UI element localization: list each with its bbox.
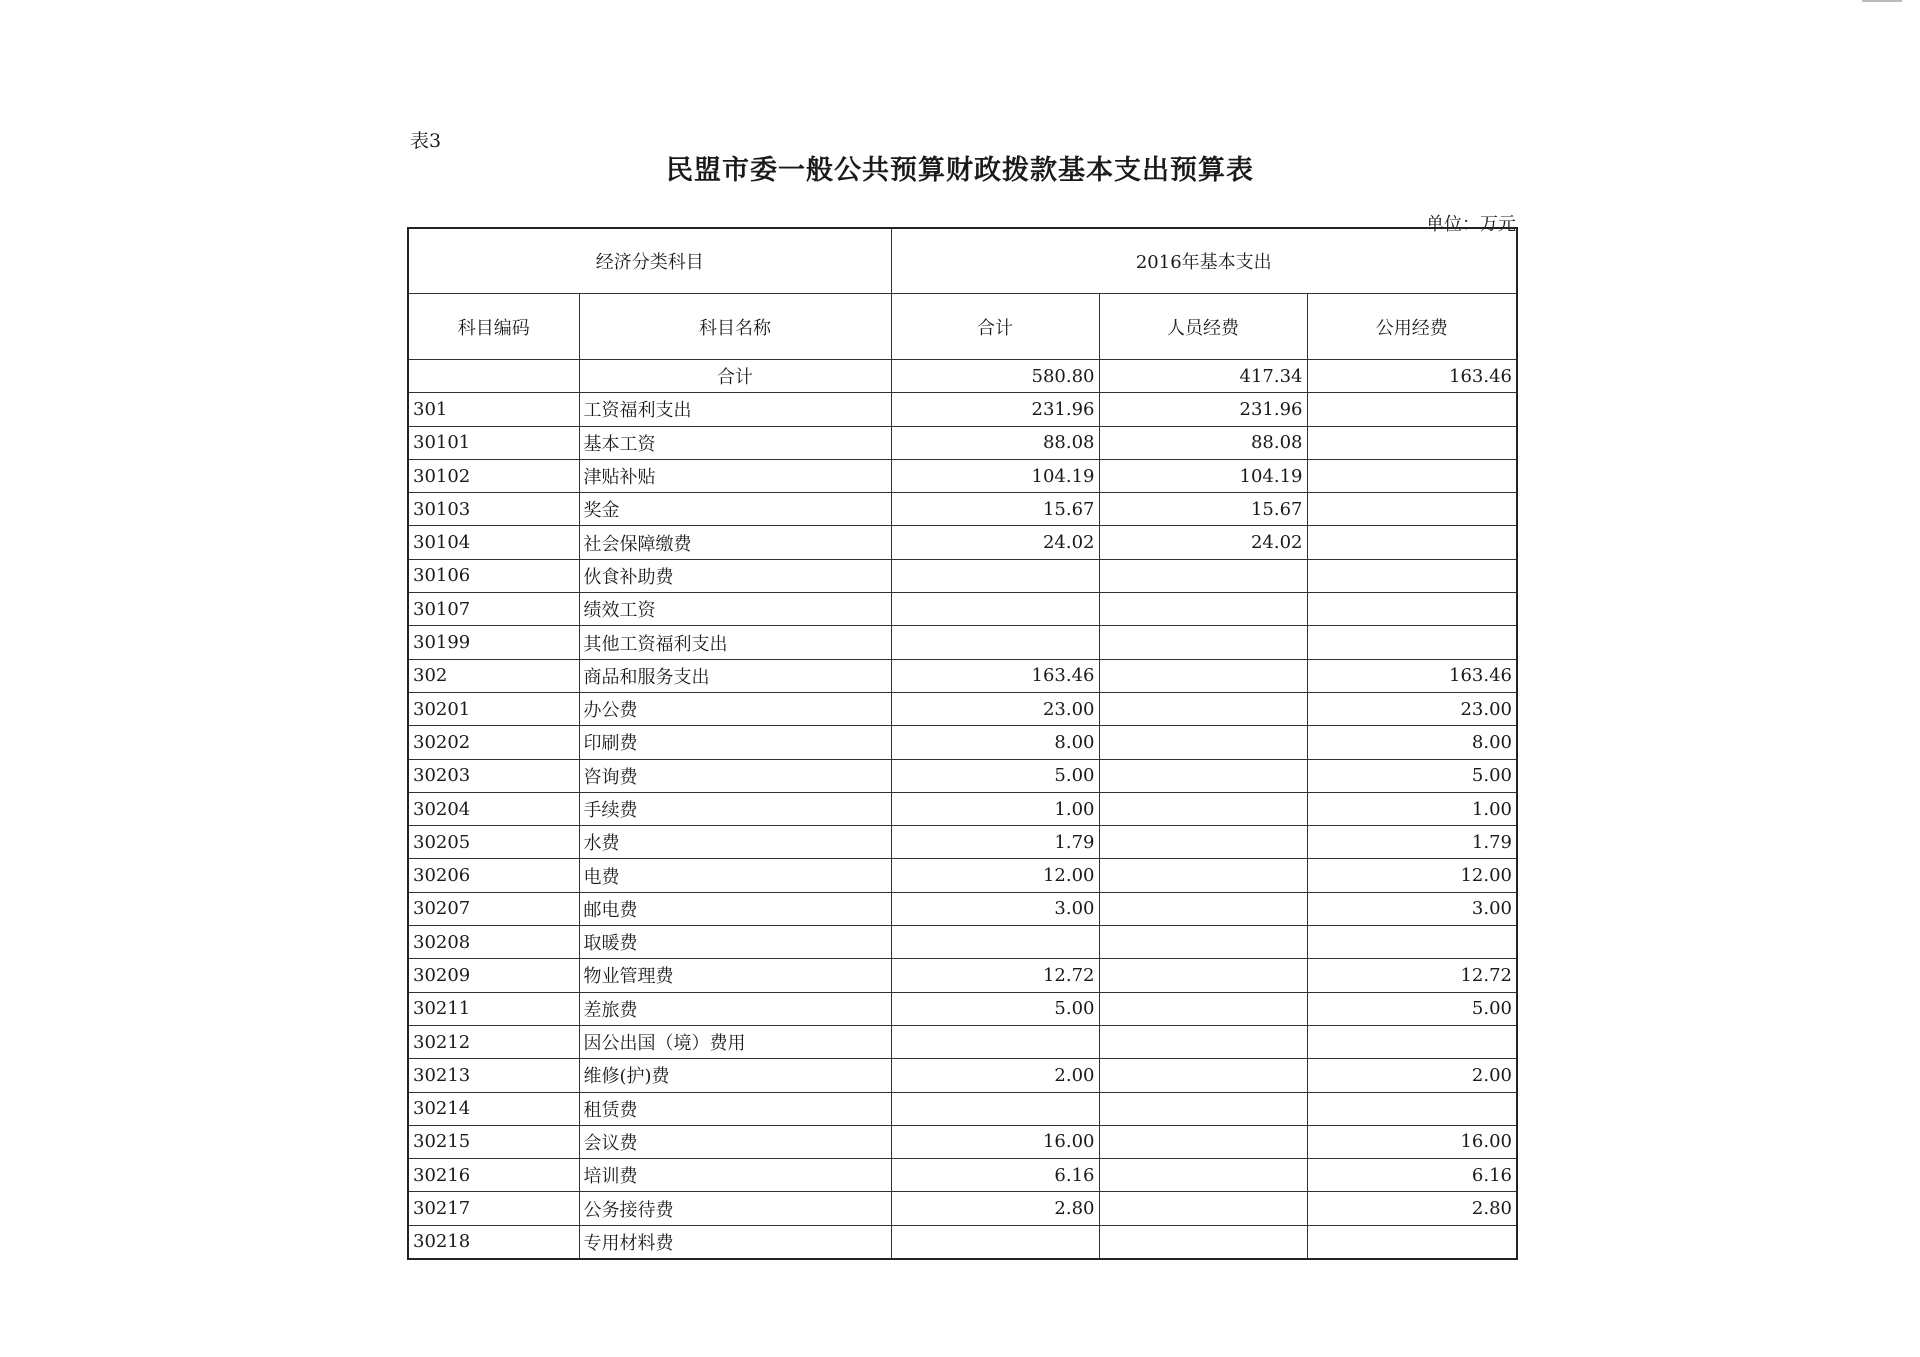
cell-name: 印刷费 (579, 726, 891, 759)
table-row (408, 626, 1517, 659)
table-row (408, 1225, 1517, 1259)
header-name: 科目名称 (579, 294, 891, 360)
cell-name: 绩效工资 (579, 593, 891, 626)
cell-total: 5.00 (891, 992, 1099, 1025)
cell-public: 2.00 (1307, 1059, 1517, 1092)
cell-personnel (1099, 992, 1307, 1025)
cell-total (891, 926, 1099, 959)
cell-total: 6.16 (891, 1159, 1099, 1192)
cell-name: 津贴补贴 (579, 459, 891, 492)
cell-total (891, 559, 1099, 592)
table-row (408, 992, 1517, 1025)
cell-personnel (1099, 1225, 1307, 1259)
cell-code: 30215 (408, 1125, 579, 1158)
cell-name: 维修(护)费 (579, 1059, 891, 1092)
cell-total: 88.08 (891, 426, 1099, 459)
table-row (408, 726, 1517, 759)
cell-name: 其他工资福利支出 (579, 626, 891, 659)
header-personnel: 人员经费 (1099, 294, 1307, 360)
cell-code: 30207 (408, 892, 579, 925)
cell-total: 8.00 (891, 726, 1099, 759)
table-row (408, 659, 1517, 692)
table-row (408, 1092, 1517, 1125)
cell-code: 30216 (408, 1159, 579, 1192)
cell-public (1307, 493, 1517, 526)
cell-code: 30203 (408, 759, 579, 792)
cell-personnel (1099, 1192, 1307, 1225)
cell-total: 23.00 (891, 692, 1099, 725)
cell-personnel (1099, 726, 1307, 759)
cell-name: 手续费 (579, 792, 891, 825)
cell-code: 30211 (408, 992, 579, 1025)
scan-edge-mark (1862, 0, 1902, 2)
header-econ-class: 经济分类科目 (408, 228, 891, 294)
cell-personnel (1099, 692, 1307, 725)
cell-name: 取暖费 (579, 926, 891, 959)
cell-name: 培训费 (579, 1159, 891, 1192)
table-row (408, 826, 1517, 859)
cell-public: 5.00 (1307, 992, 1517, 1025)
cell-public (1307, 393, 1517, 426)
cell-personnel (1099, 1159, 1307, 1192)
cell-total: 3.00 (891, 892, 1099, 925)
cell-personnel (1099, 826, 1307, 859)
cell-code: 30209 (408, 959, 579, 992)
cell-name: 合计 (579, 360, 891, 393)
cell-public (1307, 626, 1517, 659)
cell-personnel (1099, 559, 1307, 592)
cell-personnel (1099, 792, 1307, 825)
cell-total (891, 1092, 1099, 1125)
cell-code: 30199 (408, 626, 579, 659)
cell-code: 30103 (408, 493, 579, 526)
cell-personnel (1099, 859, 1307, 892)
cell-total: 24.02 (891, 526, 1099, 559)
table-body (408, 360, 1517, 1260)
cell-code: 30106 (408, 559, 579, 592)
cell-name: 差旅费 (579, 992, 891, 1025)
header-code: 科目编码 (408, 294, 579, 360)
table-row (408, 593, 1517, 626)
table-row (408, 526, 1517, 559)
table-row (408, 393, 1517, 426)
cell-name: 专用材料费 (579, 1225, 891, 1259)
table-row (408, 759, 1517, 792)
cell-total: 5.00 (891, 759, 1099, 792)
table-row (408, 792, 1517, 825)
cell-personnel: 231.96 (1099, 393, 1307, 426)
cell-name: 因公出国（境）费用 (579, 1025, 891, 1058)
header-row-1 (408, 228, 1517, 294)
cell-name: 咨询费 (579, 759, 891, 792)
cell-total: 16.00 (891, 1125, 1099, 1158)
cell-personnel: 24.02 (1099, 526, 1307, 559)
cell-name: 租赁费 (579, 1092, 891, 1125)
cell-public: 163.46 (1307, 360, 1517, 393)
cell-public: 3.00 (1307, 892, 1517, 925)
cell-name: 商品和服务支出 (579, 659, 891, 692)
cell-personnel (1099, 1092, 1307, 1125)
page-title: 民盟市委一般公共预算财政拨款基本支出预算表 (666, 155, 1254, 186)
cell-name: 电费 (579, 859, 891, 892)
cell-public (1307, 926, 1517, 959)
cell-code: 30102 (408, 459, 579, 492)
header-row-2 (408, 294, 1517, 360)
cell-code: 301 (408, 393, 579, 426)
cell-name: 公务接待费 (579, 1192, 891, 1225)
cell-code: 302 (408, 659, 579, 692)
cell-total (891, 1225, 1099, 1259)
cell-personnel: 15.67 (1099, 493, 1307, 526)
cell-name: 办公费 (579, 692, 891, 725)
cell-public (1307, 526, 1517, 559)
cell-public: 6.16 (1307, 1159, 1517, 1192)
cell-total: 1.00 (891, 792, 1099, 825)
cell-public (1307, 593, 1517, 626)
table-row (408, 959, 1517, 992)
table-row (408, 692, 1517, 725)
table-row (408, 926, 1517, 959)
table-row (408, 1059, 1517, 1092)
cell-total: 12.72 (891, 959, 1099, 992)
table-row (408, 1125, 1517, 1158)
cell-code: 30217 (408, 1192, 579, 1225)
cell-personnel (1099, 892, 1307, 925)
cell-code: 30205 (408, 826, 579, 859)
cell-code: 30214 (408, 1092, 579, 1125)
cell-total: 2.80 (891, 1192, 1099, 1225)
cell-code: 30202 (408, 726, 579, 759)
cell-code: 30104 (408, 526, 579, 559)
cell-code: 30218 (408, 1225, 579, 1259)
cell-code: 30101 (408, 426, 579, 459)
cell-name: 社会保障缴费 (579, 526, 891, 559)
cell-total (891, 626, 1099, 659)
budget-table (407, 227, 1518, 1260)
cell-public (1307, 559, 1517, 592)
cell-public: 12.00 (1307, 859, 1517, 892)
cell-public (1307, 1092, 1517, 1125)
cell-public: 23.00 (1307, 692, 1517, 725)
table-row (408, 459, 1517, 492)
cell-code: 30204 (408, 792, 579, 825)
header-year-basic: 2016年基本支出 (891, 228, 1517, 294)
cell-public: 163.46 (1307, 659, 1517, 692)
cell-code: 30206 (408, 859, 579, 892)
cell-personnel (1099, 1125, 1307, 1158)
cell-total: 163.46 (891, 659, 1099, 692)
table-row (408, 859, 1517, 892)
cell-public: 12.72 (1307, 959, 1517, 992)
cell-total: 580.80 (891, 360, 1099, 393)
cell-name: 工资福利支出 (579, 393, 891, 426)
cell-name: 伙食补助费 (579, 559, 891, 592)
cell-personnel (1099, 1059, 1307, 1092)
table-number: 表3 (410, 130, 442, 152)
cell-name: 邮电费 (579, 892, 891, 925)
cell-personnel: 417.34 (1099, 360, 1307, 393)
header-total: 合计 (891, 294, 1099, 360)
cell-public (1307, 426, 1517, 459)
cell-personnel (1099, 659, 1307, 692)
cell-total (891, 1025, 1099, 1058)
cell-name: 基本工资 (579, 426, 891, 459)
table-row (408, 1025, 1517, 1058)
cell-personnel (1099, 593, 1307, 626)
table-row (408, 559, 1517, 592)
cell-total: 104.19 (891, 459, 1099, 492)
cell-code: 30208 (408, 926, 579, 959)
cell-name: 奖金 (579, 493, 891, 526)
cell-personnel: 88.08 (1099, 426, 1307, 459)
table-row (408, 426, 1517, 459)
cell-name: 会议费 (579, 1125, 891, 1158)
cell-public: 8.00 (1307, 726, 1517, 759)
cell-total: 231.96 (891, 393, 1099, 426)
cell-personnel (1099, 1025, 1307, 1058)
table-row (408, 493, 1517, 526)
cell-public (1307, 459, 1517, 492)
cell-total: 15.67 (891, 493, 1099, 526)
table-row (408, 1192, 1517, 1225)
table-row (408, 892, 1517, 925)
cell-public (1307, 1225, 1517, 1259)
table-row (408, 360, 1517, 393)
cell-personnel: 104.19 (1099, 459, 1307, 492)
cell-personnel (1099, 759, 1307, 792)
table-row (408, 1159, 1517, 1192)
cell-public: 1.00 (1307, 792, 1517, 825)
header-public: 公用经费 (1307, 294, 1517, 360)
cell-name: 物业管理费 (579, 959, 891, 992)
cell-name: 水费 (579, 826, 891, 859)
unit-label: 单位：万元 (1426, 214, 1516, 235)
cell-personnel (1099, 926, 1307, 959)
cell-total (891, 593, 1099, 626)
cell-code: 30201 (408, 692, 579, 725)
cell-code: 30213 (408, 1059, 579, 1092)
cell-total: 12.00 (891, 859, 1099, 892)
cell-public: 16.00 (1307, 1125, 1517, 1158)
cell-total: 1.79 (891, 826, 1099, 859)
cell-public (1307, 1025, 1517, 1058)
cell-public: 2.80 (1307, 1192, 1517, 1225)
cell-code (408, 360, 579, 393)
cell-code: 30107 (408, 593, 579, 626)
cell-code: 30212 (408, 1025, 579, 1058)
cell-public: 5.00 (1307, 759, 1517, 792)
cell-total: 2.00 (891, 1059, 1099, 1092)
cell-personnel (1099, 626, 1307, 659)
cell-public: 1.79 (1307, 826, 1517, 859)
cell-personnel (1099, 959, 1307, 992)
